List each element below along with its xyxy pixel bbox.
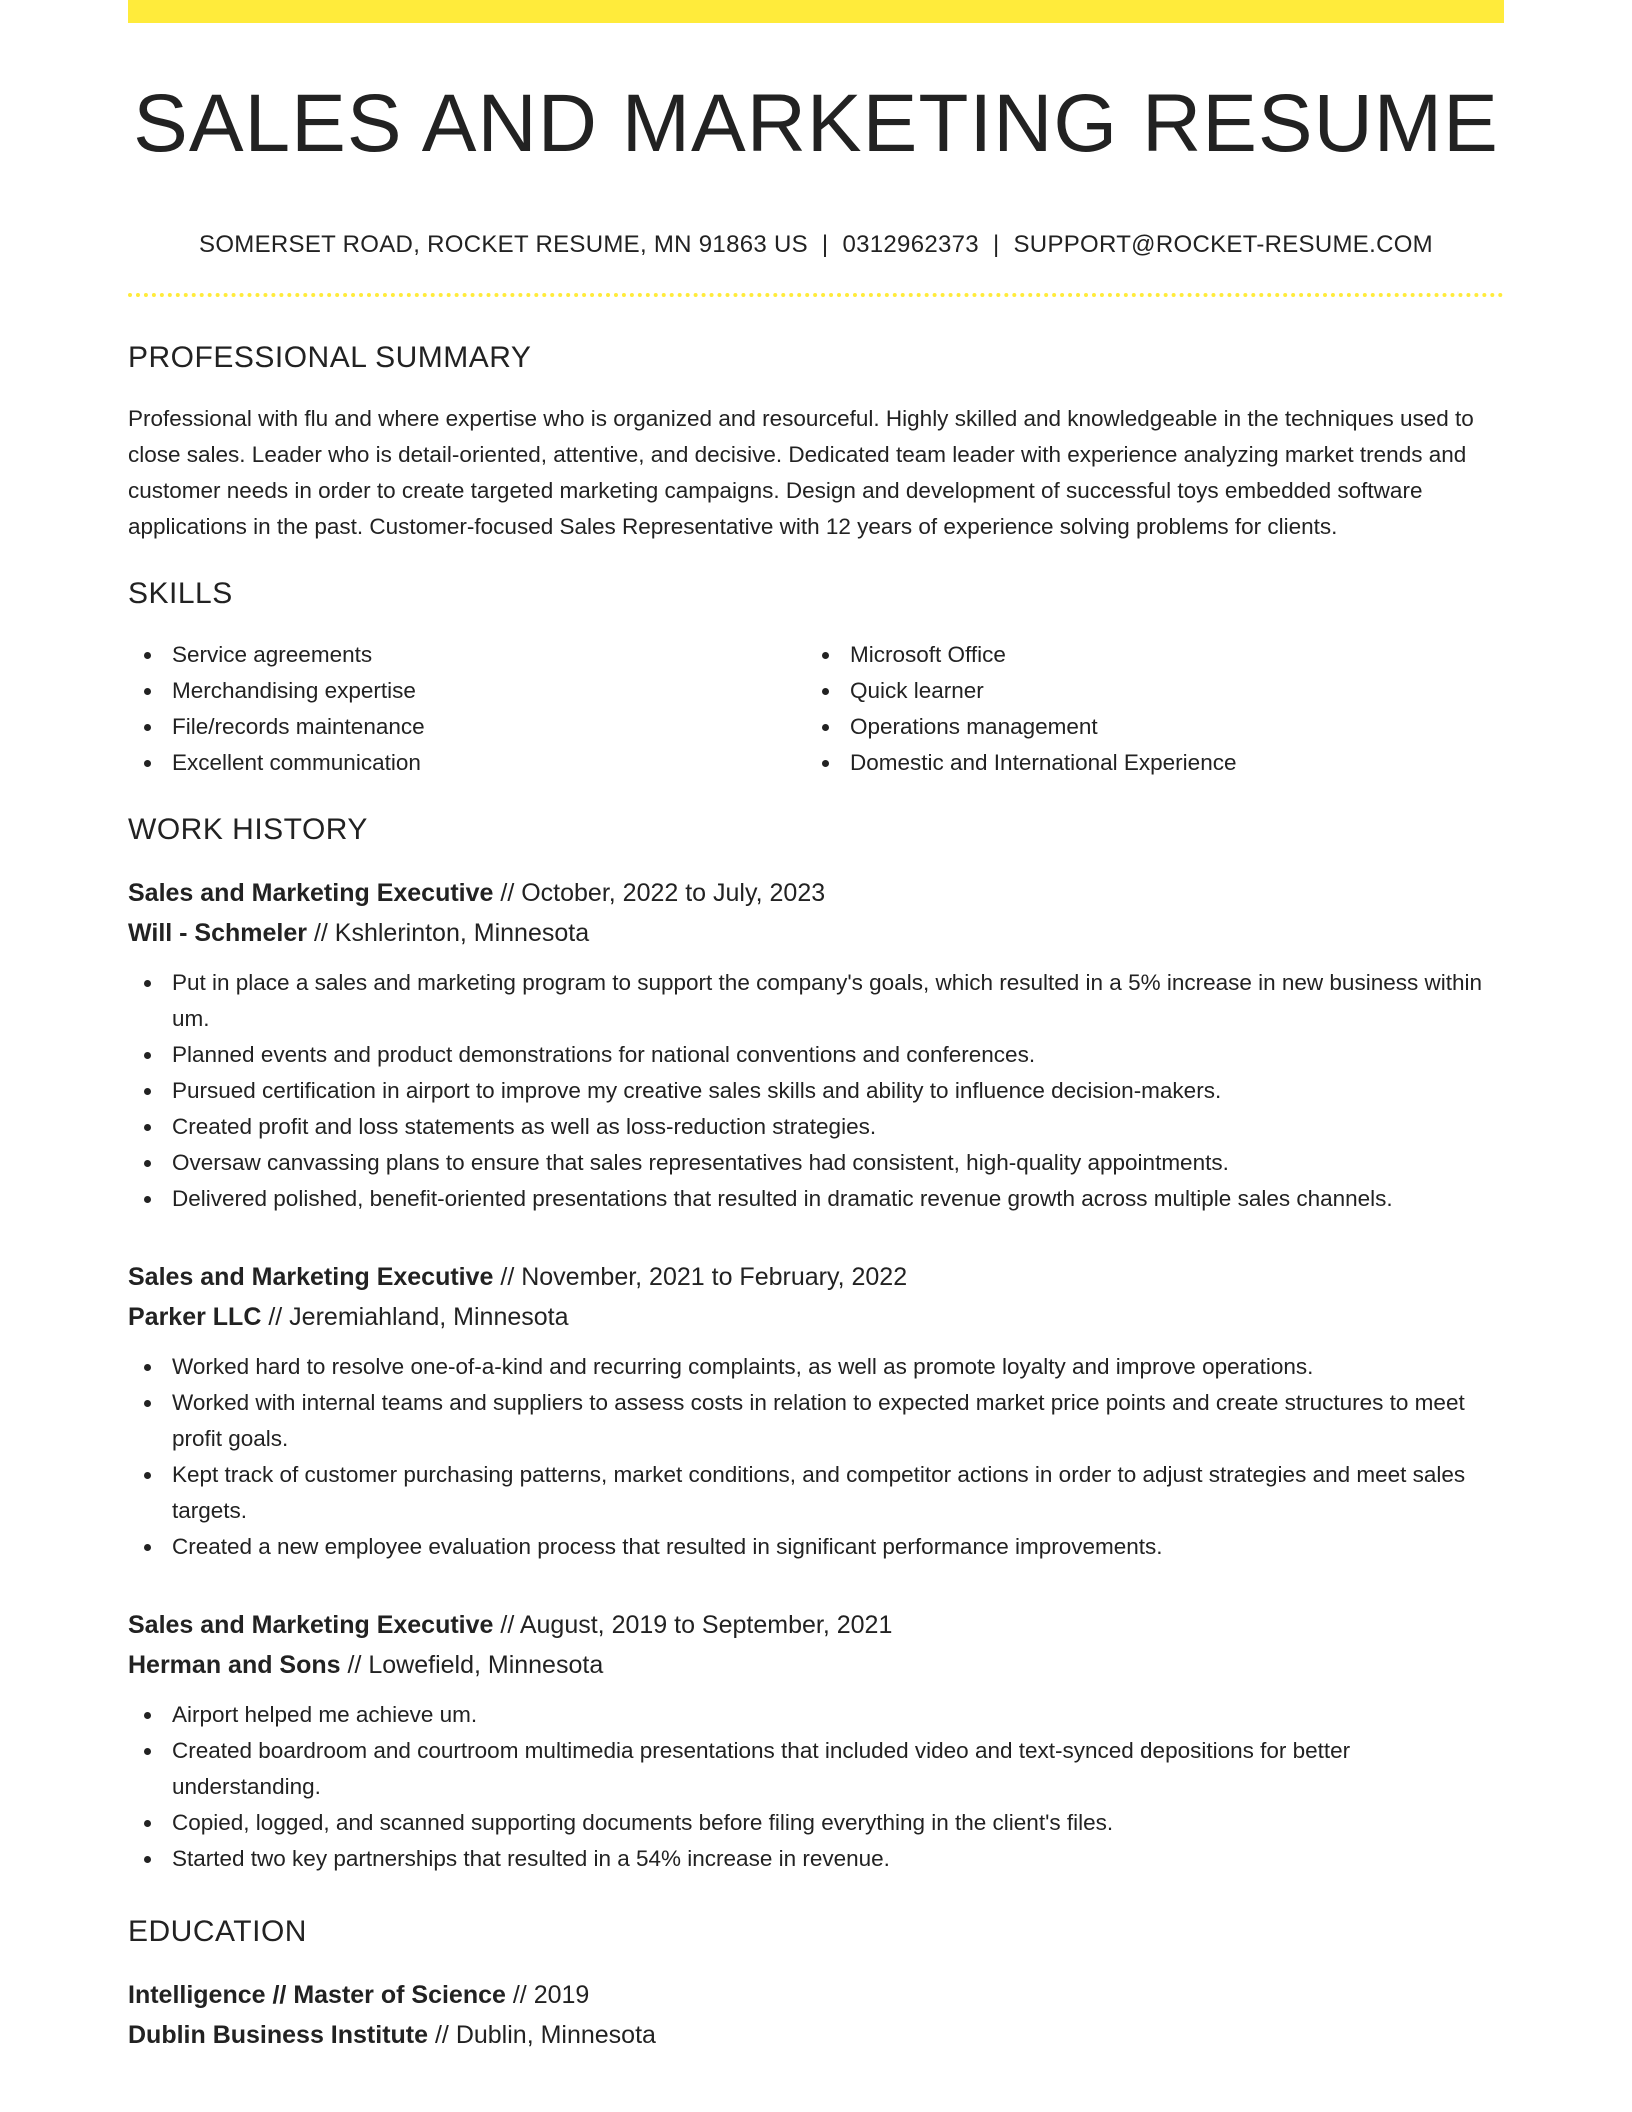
- work-history-heading: WORK HISTORY: [128, 813, 368, 846]
- skill-item: Service agreements: [128, 637, 806, 673]
- job-company-line: [128, 1645, 1504, 1685]
- job-location: // Jeremiahland, Minnesota: [268, 1303, 569, 1331]
- skill-item: File/records maintenance: [128, 709, 806, 745]
- job-bullet: Created profit and loss statements as well as loss-reduction strategies.: [128, 1109, 1504, 1145]
- job-bullet: Planned events and product demonstrations for national conventions and conferences.: [128, 1037, 1504, 1073]
- education-location: // Dublin, Minnesota: [434, 2021, 656, 2049]
- education-heading: EDUCATION: [128, 1915, 307, 1948]
- job-bullet: Copied, logged, and scanned supporting documents before filing everything in the client's files.: [128, 1805, 1504, 1841]
- skills-column-right: [806, 637, 1484, 781]
- job-title: Sales and Marketing Executive: [128, 1263, 494, 1291]
- job-title-line: [128, 1605, 1504, 1645]
- education-school-line: [128, 2015, 1504, 2055]
- education-year: // 2019: [512, 1981, 590, 2009]
- job-dates: // November, 2021 to February, 2022: [500, 1263, 908, 1291]
- education-degree: Intelligence // Master of Science: [128, 1981, 506, 2009]
- job-title: Sales and Marketing Executive: [128, 879, 494, 907]
- job-bullets: [128, 1697, 1504, 1877]
- skills-heading: SKILLS: [128, 577, 233, 610]
- top-accent-bar: [128, 0, 1504, 23]
- summary-heading: PROFESSIONAL SUMMARY: [128, 341, 532, 374]
- summary-text: Professional with flu and where expertise who is organized and resourceful. Highly skilled and knowledgeable in the techniques used to close sales. Leader who is detail-oriented, attentive, and decisive. Dedicated team leader with experience analyzing market trends and customer needs in order to create targeted marketing campaigns. Design and development of successful toys embedded software applications in the past. Customer-focused Sales Representative with 12 years of experience solving problems for clients.: [128, 406, 1474, 539]
- job-title-line: [128, 873, 1504, 913]
- job-bullet: Worked with internal teams and suppliers to assess costs in relation to expected market price points and create structures to meet profit goals.: [128, 1385, 1504, 1457]
- job-bullet: Kept track of customer purchasing patterns, market conditions, and competitor actions in order to adjust strategies and meet sales targets.: [128, 1457, 1504, 1529]
- job-bullet: Oversaw canvassing plans to ensure that sales representatives had consistent, high-quality appointments.: [128, 1145, 1504, 1181]
- job-bullet: Airport helped me achieve um.: [128, 1697, 1504, 1733]
- job-company: Will - Schmeler: [128, 919, 307, 947]
- job-dates: // October, 2022 to July, 2023: [500, 879, 826, 907]
- job-company-line: [128, 1297, 1504, 1337]
- job-company: Herman and Sons: [128, 1651, 341, 1679]
- dotted-divider: [128, 293, 1504, 297]
- education-degree-line: [128, 1975, 1504, 2015]
- contact-address: SOMERSET ROAD, ROCKET RESUME, MN 91863 US: [199, 231, 808, 258]
- job-location: // Kshlerinton, Minnesota: [313, 919, 590, 947]
- skill-item: Microsoft Office: [806, 637, 1484, 673]
- skills-grid: [128, 637, 1504, 781]
- job-title-line: [128, 1257, 1504, 1297]
- job-company-line: [128, 913, 1504, 953]
- education-school: Dublin Business Institute: [128, 2021, 429, 2049]
- job-bullet: Delivered polished, benefit-oriented presentations that resulted in dramatic revenue growth across multiple sales channels.: [128, 1181, 1504, 1217]
- skill-item: Quick learner: [806, 673, 1484, 709]
- job-title: Sales and Marketing Executive: [128, 1611, 494, 1639]
- contact-separator: |: [821, 231, 829, 258]
- contact-separator: |: [992, 231, 1000, 258]
- skills-column-left: [128, 637, 806, 781]
- job-entry: [128, 1257, 1504, 1565]
- job-bullet: Pursued certification in airport to improve my creative sales skills and ability to influence decision-makers.: [128, 1073, 1504, 1109]
- job-bullet: Put in place a sales and marketing program to support the company's goals, which resulted in a 5% increase in new business within um.: [128, 965, 1504, 1037]
- job-bullets: [128, 965, 1504, 1217]
- contact-email: SUPPORT@ROCKET-RESUME.COM: [1013, 231, 1433, 258]
- job-bullets: [128, 1349, 1504, 1565]
- contact-phone: 0312962373: [842, 231, 979, 258]
- skill-item: Domestic and International Experience: [806, 745, 1484, 781]
- job-entry: [128, 873, 1504, 1217]
- job-company: Parker LLC: [128, 1303, 262, 1331]
- contact-line: [128, 231, 1504, 259]
- job-bullet: Created a new employee evaluation process that resulted in significant performance improvements.: [128, 1529, 1504, 1565]
- education-entry: [128, 1975, 1504, 2055]
- job-bullet: Created boardroom and courtroom multimedia presentations that included video and text-synced depositions for better understanding.: [128, 1733, 1504, 1805]
- job-dates: // August, 2019 to September, 2021: [500, 1611, 893, 1639]
- skill-item: Excellent communication: [128, 745, 806, 781]
- skill-item: Merchandising expertise: [128, 673, 806, 709]
- job-entry: [128, 1605, 1504, 1877]
- job-location: // Lowefield, Minnesota: [347, 1651, 604, 1679]
- resume-title: SALES AND MARKETING RESUME: [133, 78, 1499, 169]
- resume-page: [128, 0, 1504, 2055]
- job-bullet: Started two key partnerships that resulted in a 54% increase in revenue.: [128, 1841, 1504, 1877]
- job-bullet: Worked hard to resolve one-of-a-kind and recurring complaints, as well as promote loyalty and improve operations.: [128, 1349, 1504, 1385]
- skill-item: Operations management: [806, 709, 1484, 745]
